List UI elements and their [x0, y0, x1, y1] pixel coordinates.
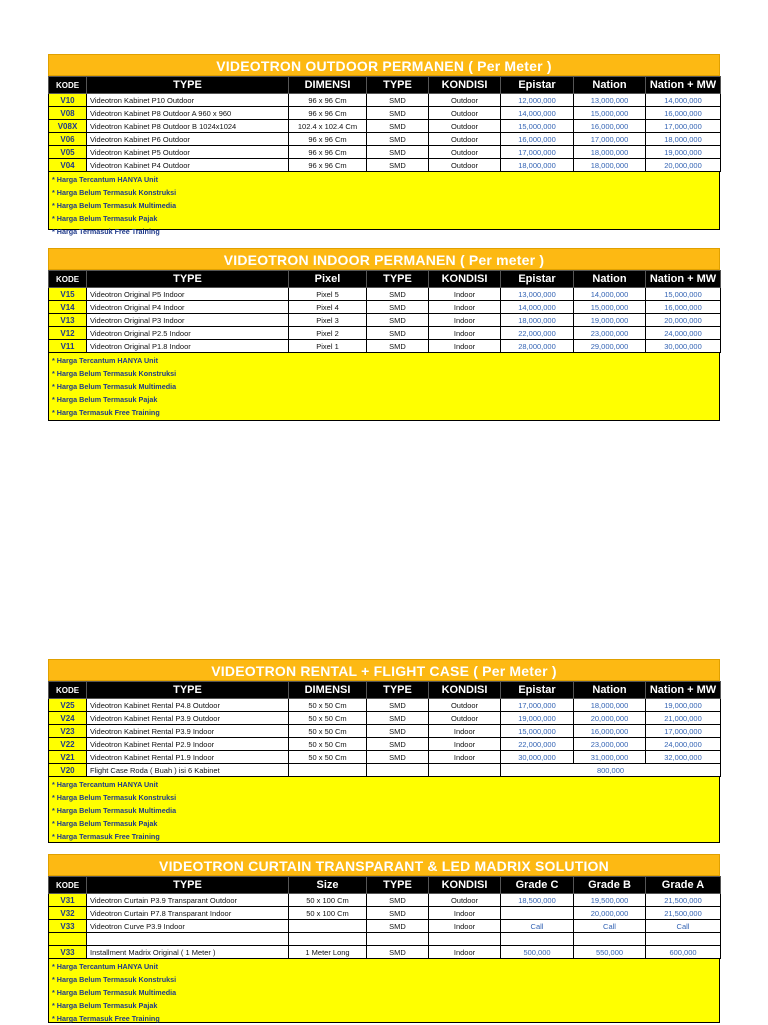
led-type-cell: SMD	[367, 146, 429, 159]
price-cell: 19,500,000	[574, 894, 646, 907]
kode-cell: V20	[49, 764, 87, 777]
price-table	[48, 681, 721, 777]
led-type-cell: SMD	[367, 288, 429, 301]
dimensi-cell: 50 x 50 Cm	[289, 699, 367, 712]
type-cell: Videotron Curtain P7.8 Transparant Indoor	[87, 907, 289, 920]
price-cell: 20,000,000	[646, 314, 721, 327]
price-cell: 18,000,000	[574, 699, 646, 712]
kondisi-cell	[429, 933, 501, 946]
price-cell: 17,000,000	[501, 699, 574, 712]
type-cell: Videotron Kabinet P8 Outdoor A 960 x 960	[87, 107, 289, 120]
dimensi-cell: 50 x 50 Cm	[289, 725, 367, 738]
kondisi-cell: Outdoor	[429, 133, 501, 146]
table-row	[49, 946, 721, 959]
kode-cell: V32	[49, 907, 87, 920]
note-line: * Harga Belum Termasuk Konstruksi	[52, 975, 177, 984]
kode-cell: V23	[49, 725, 87, 738]
kondisi-cell: Outdoor	[429, 699, 501, 712]
column-header: Pixel	[289, 271, 367, 288]
kode-cell: V33	[49, 920, 87, 933]
column-header: KONDISI	[429, 877, 501, 894]
table-row	[49, 764, 721, 777]
column-header: Grade B	[574, 877, 646, 894]
kode-cell: V04	[49, 159, 87, 172]
note-line: * Harga Belum Termasuk Pajak	[52, 214, 158, 223]
type-cell: Videotron Kabinet Rental P3.9 Outdoor	[87, 712, 289, 725]
table-row	[49, 699, 721, 712]
price-cell	[501, 907, 574, 920]
led-type-cell: SMD	[367, 327, 429, 340]
price-cell: 23,000,000	[574, 738, 646, 751]
note-line: * Harga Tercantum HANYA Unit	[52, 962, 158, 971]
led-type-cell: SMD	[367, 725, 429, 738]
price-cell: 15,000,000	[574, 301, 646, 314]
type-cell: Videotron Kabinet P6 Outdoor	[87, 133, 289, 146]
dimensi-cell: Pixel 4	[289, 301, 367, 314]
price-cell: 14,000,000	[574, 288, 646, 301]
price-cell: 18,000,000	[574, 146, 646, 159]
type-cell: Videotron Original P4 Indoor	[87, 301, 289, 314]
section-title: VIDEOTRON INDOOR PERMANEN ( Per meter )	[48, 248, 720, 270]
price-cell: 600,000	[646, 946, 721, 959]
led-type-cell: SMD	[367, 751, 429, 764]
note-line: * Harga Termasuk Free Training	[52, 408, 160, 417]
type-cell: Videotron Original P1.8 Indoor	[87, 340, 289, 353]
kode-cell: V12	[49, 327, 87, 340]
price-cell: 17,000,000	[501, 146, 574, 159]
notes-box	[48, 172, 720, 236]
column-header: TYPE	[367, 682, 429, 699]
price-cell: 12,000,000	[501, 94, 574, 107]
price-cell: 17,000,000	[646, 120, 721, 133]
table-row	[49, 133, 721, 146]
price-cell: 550,000	[574, 946, 646, 959]
dimensi-cell: Pixel 5	[289, 288, 367, 301]
kondisi-cell: Indoor	[429, 751, 501, 764]
type-cell: Videotron Curtain P3.9 Transparant Outdoor	[87, 894, 289, 907]
table-row	[49, 94, 721, 107]
column-header: TYPE	[367, 271, 429, 288]
table-row	[49, 933, 721, 946]
price-cell: 15,000,000	[646, 288, 721, 301]
table-row	[49, 340, 721, 353]
price-cell: 18,000,000	[501, 159, 574, 172]
table-row	[49, 725, 721, 738]
dimensi-cell: 50 x 100 Cm	[289, 907, 367, 920]
type-cell: Videotron Kabinet Rental P3.9 Indoor	[87, 725, 289, 738]
kode-cell: V25	[49, 699, 87, 712]
column-header: DIMENSI	[289, 77, 367, 94]
kondisi-cell: Outdoor	[429, 894, 501, 907]
price-cell: 28,000,000	[501, 340, 574, 353]
table-row	[49, 159, 721, 172]
kode-cell: V06	[49, 133, 87, 146]
dimensi-cell: 96 x 96 Cm	[289, 133, 367, 146]
section-curtain-madrix	[48, 854, 720, 1023]
empty-cell	[429, 764, 501, 777]
dimensi-cell: 50 x 50 Cm	[289, 712, 367, 725]
kode-cell: V21	[49, 751, 87, 764]
kode-cell: V05	[49, 146, 87, 159]
price-cell: 14,000,000	[646, 94, 721, 107]
table-row	[49, 327, 721, 340]
column-header: KONDISI	[429, 77, 501, 94]
table-row	[49, 907, 721, 920]
note-line: * Harga Termasuk Free Training	[52, 832, 160, 841]
column-header: KODE	[49, 77, 87, 94]
column-header: Nation	[574, 682, 646, 699]
column-header: KONDISI	[429, 271, 501, 288]
price-cell: 22,000,000	[501, 327, 574, 340]
led-type-cell: SMD	[367, 738, 429, 751]
led-type-cell: SMD	[367, 314, 429, 327]
price-cell: Call	[574, 920, 646, 933]
kondisi-cell: Outdoor	[429, 107, 501, 120]
kode-cell: V14	[49, 301, 87, 314]
price-cell: 24,000,000	[646, 738, 721, 751]
led-type-cell	[367, 933, 429, 946]
dimensi-cell: 50 x 50 Cm	[289, 751, 367, 764]
note-line: * Harga Belum Termasuk Pajak	[52, 395, 158, 404]
column-header: TYPE	[87, 682, 289, 699]
led-type-cell: SMD	[367, 133, 429, 146]
price-cell: 13,000,000	[574, 94, 646, 107]
kode-cell	[49, 933, 87, 946]
note-line: * Harga Belum Termasuk Konstruksi	[52, 369, 177, 378]
dimensi-cell: 96 x 96 Cm	[289, 94, 367, 107]
type-cell: Videotron Kabinet P4 Outdoor	[87, 159, 289, 172]
price-cell	[646, 933, 721, 946]
type-cell: Videotron Kabinet P10 Outdoor	[87, 94, 289, 107]
column-header: TYPE	[87, 271, 289, 288]
kondisi-cell: Indoor	[429, 907, 501, 920]
kondisi-cell: Indoor	[429, 314, 501, 327]
column-header: Epistar	[501, 271, 574, 288]
note-line: * Harga Tercantum HANYA Unit	[52, 780, 158, 789]
price-table	[48, 270, 721, 353]
section-outdoor-permanen	[48, 54, 720, 236]
table-row	[49, 301, 721, 314]
type-cell: Flight Case Roda ( Buah ) isi 6 Kabinet	[87, 764, 289, 777]
table-row	[49, 738, 721, 751]
led-type-cell: SMD	[367, 120, 429, 133]
dimensi-cell: 102.4 x 102.4 Cm	[289, 120, 367, 133]
column-header: Epistar	[501, 682, 574, 699]
dimensi-cell: Pixel 3	[289, 314, 367, 327]
table-header-row	[49, 271, 721, 288]
led-type-cell: SMD	[367, 699, 429, 712]
note-line: * Harga Belum Termasuk Multimedia	[52, 988, 177, 997]
price-cell: 29,000,000	[574, 340, 646, 353]
kondisi-cell: Indoor	[429, 725, 501, 738]
empty-cell	[289, 764, 367, 777]
kondisi-cell: Outdoor	[429, 94, 501, 107]
kode-cell: V13	[49, 314, 87, 327]
led-type-cell: SMD	[367, 946, 429, 959]
price-cell: 18,000,000	[646, 133, 721, 146]
column-header: KODE	[49, 682, 87, 699]
dimensi-cell: 96 x 96 Cm	[289, 159, 367, 172]
price-cell: 23,000,000	[574, 327, 646, 340]
table-row	[49, 751, 721, 764]
notes-box	[48, 959, 720, 1023]
table-row	[49, 120, 721, 133]
price-cell: 16,000,000	[574, 120, 646, 133]
type-cell: Videotron Original P2.5 Indoor	[87, 327, 289, 340]
type-cell: Videotron Original P3 Indoor	[87, 314, 289, 327]
note-line: * Harga Tercantum HANYA Unit	[52, 175, 158, 184]
note-line: * Harga Belum Termasuk Pajak	[52, 1001, 158, 1010]
notes-box	[48, 777, 720, 843]
column-header: TYPE	[367, 877, 429, 894]
price-cell: 32,000,000	[646, 751, 721, 764]
led-type-cell: SMD	[367, 159, 429, 172]
price-cell: 18,000,000	[574, 159, 646, 172]
price-cell	[501, 933, 574, 946]
column-header: Grade C	[501, 877, 574, 894]
price-cell: 22,000,000	[501, 738, 574, 751]
kondisi-cell: Indoor	[429, 946, 501, 959]
type-cell: Videotron Original P5 Indoor	[87, 288, 289, 301]
price-cell: 18,500,000	[501, 894, 574, 907]
empty-cell	[367, 764, 429, 777]
dimensi-cell: 96 x 96 Cm	[289, 146, 367, 159]
column-header: KONDISI	[429, 682, 501, 699]
price-cell: 19,000,000	[574, 314, 646, 327]
column-header: Nation	[574, 77, 646, 94]
type-cell: Videotron Kabinet Rental P4.8 Outdoor	[87, 699, 289, 712]
price-cell: 30,000,000	[646, 340, 721, 353]
kode-cell: V11	[49, 340, 87, 353]
price-cell: 15,000,000	[574, 107, 646, 120]
kondisi-cell: Indoor	[429, 288, 501, 301]
type-cell	[87, 933, 289, 946]
kondisi-cell: Indoor	[429, 920, 501, 933]
column-header: Nation + MW	[646, 271, 721, 288]
price-cell: 15,000,000	[501, 725, 574, 738]
section-title: VIDEOTRON OUTDOOR PERMANEN ( Per Meter )	[48, 54, 720, 76]
price-cell: 500,000	[501, 946, 574, 959]
type-cell: Videotron Kabinet P5 Outdoor	[87, 146, 289, 159]
table-header-row	[49, 877, 721, 894]
kondisi-cell: Outdoor	[429, 712, 501, 725]
section-indoor-permanen	[48, 248, 720, 421]
kode-cell: V33	[49, 946, 87, 959]
price-cell: 16,000,000	[501, 133, 574, 146]
price-cell: 20,000,000	[574, 712, 646, 725]
table-header-row	[49, 77, 721, 94]
note-line: * Harga Belum Termasuk Multimedia	[52, 806, 177, 815]
kondisi-cell: Indoor	[429, 327, 501, 340]
type-cell: Videotron Kabinet Rental P1.9 Indoor	[87, 751, 289, 764]
kode-cell: V22	[49, 738, 87, 751]
price-cell: 21,500,000	[646, 907, 721, 920]
price-cell: Call	[501, 920, 574, 933]
price-cell: 19,000,000	[501, 712, 574, 725]
price-cell: 24,000,000	[646, 327, 721, 340]
price-cell: Call	[646, 920, 721, 933]
price-cell: 14,000,000	[501, 107, 574, 120]
price-cell: 31,000,000	[574, 751, 646, 764]
kode-cell: V10	[49, 94, 87, 107]
table-row	[49, 712, 721, 725]
led-type-cell: SMD	[367, 301, 429, 314]
section-title: VIDEOTRON RENTAL + FLIGHT CASE ( Per Meter )	[48, 659, 720, 681]
price-table	[48, 876, 721, 959]
column-header: TYPE	[87, 877, 289, 894]
table-row	[49, 920, 721, 933]
column-header: Size	[289, 877, 367, 894]
led-type-cell: SMD	[367, 340, 429, 353]
led-type-cell: SMD	[367, 94, 429, 107]
note-line: * Harga Termasuk Free Training	[52, 1014, 160, 1023]
price-cell: 17,000,000	[646, 725, 721, 738]
price-table	[48, 76, 721, 172]
dimensi-cell: 1 Meter Long	[289, 946, 367, 959]
price-cell: 21,000,000	[646, 712, 721, 725]
dimensi-cell: Pixel 2	[289, 327, 367, 340]
price-cell: 20,000,000	[646, 159, 721, 172]
column-header: TYPE	[367, 77, 429, 94]
note-line: * Harga Termasuk Free Training	[52, 227, 160, 236]
price-cell: 16,000,000	[646, 107, 721, 120]
price-cell: 20,000,000	[574, 907, 646, 920]
dimensi-cell	[289, 920, 367, 933]
note-line: * Harga Belum Termasuk Multimedia	[52, 201, 177, 210]
note-line: * Harga Belum Termasuk Konstruksi	[52, 793, 177, 802]
kode-cell: V08X	[49, 120, 87, 133]
table-row	[49, 146, 721, 159]
section-title: VIDEOTRON CURTAIN TRANSPARANT & LED MADRIX SOLUTION	[48, 854, 720, 876]
kode-cell: V24	[49, 712, 87, 725]
price-cell: 16,000,000	[646, 301, 721, 314]
note-line: * Harga Belum Termasuk Konstruksi	[52, 188, 177, 197]
kondisi-cell: Indoor	[429, 340, 501, 353]
price-cell: 21,500,000	[646, 894, 721, 907]
column-header: KODE	[49, 271, 87, 288]
column-header: Nation	[574, 271, 646, 288]
column-header: TYPE	[87, 77, 289, 94]
dimensi-cell: Pixel 1	[289, 340, 367, 353]
column-header: Nation + MW	[646, 77, 721, 94]
table-header-row	[49, 682, 721, 699]
dimensi-cell: 50 x 50 Cm	[289, 738, 367, 751]
column-header: Epistar	[501, 77, 574, 94]
dimensi-cell: 50 x 100 Cm	[289, 894, 367, 907]
table-row	[49, 107, 721, 120]
notes-box	[48, 353, 720, 421]
table-row	[49, 288, 721, 301]
type-cell: Videotron Kabinet Rental P2.9 Indoor	[87, 738, 289, 751]
kode-cell: V31	[49, 894, 87, 907]
price-cell	[574, 933, 646, 946]
price-cell: 19,000,000	[646, 146, 721, 159]
price-cell: 13,000,000	[501, 288, 574, 301]
kondisi-cell: Outdoor	[429, 159, 501, 172]
led-type-cell: SMD	[367, 894, 429, 907]
kode-cell: V15	[49, 288, 87, 301]
led-type-cell: SMD	[367, 107, 429, 120]
section-rental-flight-case	[48, 659, 720, 843]
kondisi-cell: Indoor	[429, 738, 501, 751]
flight-case-price-cell: 800,000	[501, 764, 721, 777]
table-row	[49, 314, 721, 327]
led-type-cell: SMD	[367, 907, 429, 920]
price-cell: 16,000,000	[574, 725, 646, 738]
column-header: DIMENSI	[289, 682, 367, 699]
type-cell: Videotron Curve P3.9 Indoor	[87, 920, 289, 933]
note-line: * Harga Belum Termasuk Pajak	[52, 819, 158, 828]
price-cell: 30,000,000	[501, 751, 574, 764]
kondisi-cell: Outdoor	[429, 146, 501, 159]
price-cell: 19,000,000	[646, 699, 721, 712]
price-cell: 14,000,000	[501, 301, 574, 314]
led-type-cell: SMD	[367, 920, 429, 933]
note-line: * Harga Tercantum HANYA Unit	[52, 356, 158, 365]
column-header: Grade A	[646, 877, 721, 894]
column-header: KODE	[49, 877, 87, 894]
price-cell: 15,000,000	[501, 120, 574, 133]
dimensi-cell	[289, 933, 367, 946]
column-header: Nation + MW	[646, 682, 721, 699]
dimensi-cell: 96 x 96 Cm	[289, 107, 367, 120]
kondisi-cell: Outdoor	[429, 120, 501, 133]
note-line: * Harga Belum Termasuk Multimedia	[52, 382, 177, 391]
type-cell: Videotron Kabinet P8 Outdoor B 1024x1024	[87, 120, 289, 133]
kode-cell: V08	[49, 107, 87, 120]
table-row	[49, 894, 721, 907]
kondisi-cell: Indoor	[429, 301, 501, 314]
type-cell: Installment Madrix Original ( 1 Meter )	[87, 946, 289, 959]
price-cell: 18,000,000	[501, 314, 574, 327]
led-type-cell: SMD	[367, 712, 429, 725]
price-cell: 17,000,000	[574, 133, 646, 146]
